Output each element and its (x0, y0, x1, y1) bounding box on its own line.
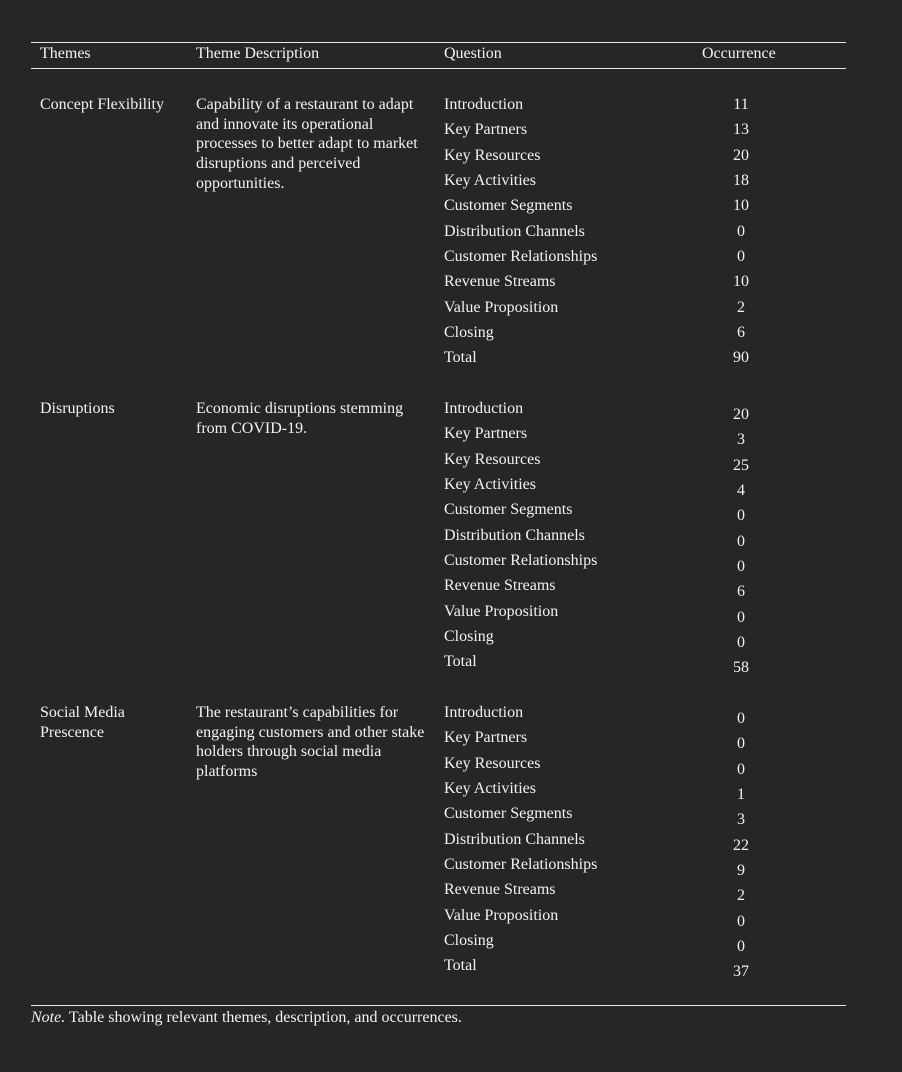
occurrence-cell: 0 (737, 938, 745, 956)
question-cell: Customer Segments (444, 501, 573, 519)
question-cell: Introduction (444, 96, 524, 113)
table-row (444, 323, 804, 348)
table-row (444, 272, 804, 297)
question-cell: Closing (444, 628, 494, 646)
occurrence-cell: 10 (733, 273, 749, 291)
question-cell: Customer Segments (444, 805, 573, 823)
question-list (444, 703, 804, 982)
note-label: Note. (31, 1009, 66, 1026)
table-row (444, 500, 804, 525)
table-row (444, 906, 804, 931)
table-row (444, 526, 804, 551)
question-cell: Distribution Channels (444, 526, 585, 544)
theme-social-media-prescence: Social Media Prescence (40, 704, 125, 741)
question-list (444, 399, 804, 678)
occurrence-cell: 22 (733, 836, 749, 854)
occurrence-cell: 4 (737, 482, 745, 500)
question-cell: Key Activities (444, 476, 536, 494)
table-row (444, 703, 804, 728)
occurrence-cell: 0 (737, 222, 745, 240)
occurrence-cell: 58 (733, 659, 749, 677)
header-question: Question (444, 45, 502, 62)
question-cell: Introduction (444, 704, 524, 721)
question-cell: Introduction (444, 400, 524, 417)
occurrence-cell: 13 (733, 121, 749, 139)
question-cell: Total (444, 653, 477, 671)
header-bottom-rule (31, 68, 846, 69)
table-row (444, 475, 804, 500)
occurrence-cell: 20 (733, 406, 749, 423)
table-row (444, 120, 804, 145)
header-theme-description: Theme Description (196, 45, 320, 62)
question-cell: Revenue Streams (444, 881, 556, 899)
table-row (444, 880, 804, 905)
occurrence-cell: 0 (737, 507, 745, 525)
question-cell: Key Partners (444, 425, 528, 443)
table-row (444, 652, 804, 677)
table-row (444, 348, 804, 373)
table-row (444, 830, 804, 855)
table-row (444, 602, 804, 627)
occurrence-cell: 10 (733, 197, 749, 215)
occurrence-cell: 0 (737, 710, 745, 727)
table-row (444, 424, 804, 449)
question-cell: Total (444, 349, 477, 367)
question-cell: Customer Relationships (444, 248, 598, 266)
table-row (444, 196, 804, 221)
occurrence-cell: 11 (733, 96, 749, 113)
question-cell: Distribution Channels (444, 830, 585, 848)
table-bottom-rule (31, 1005, 846, 1006)
table-row (444, 247, 804, 272)
table-top-rule (31, 42, 846, 43)
occurrence-cell: 2 (737, 887, 745, 905)
occurrence-cell: 1 (737, 786, 745, 804)
occurrence-cell: 37 (733, 963, 749, 981)
question-cell: Customer Segments (444, 197, 573, 215)
table-row (444, 627, 804, 652)
occurrence-cell: 6 (737, 324, 745, 342)
occurrence-cell: 90 (733, 349, 749, 367)
question-cell: Value Proposition (444, 906, 559, 924)
question-cell: Key Activities (444, 172, 536, 190)
question-cell: Revenue Streams (444, 273, 556, 291)
question-cell: Revenue Streams (444, 577, 556, 595)
table-row (444, 399, 804, 424)
table-row (444, 931, 804, 956)
question-cell: Key Activities (444, 780, 536, 798)
occurrence-cell: 0 (737, 634, 745, 652)
occurrence-cell: 9 (737, 862, 745, 880)
occurrence-cell: 0 (737, 558, 745, 576)
question-cell: Closing (444, 324, 494, 342)
table-row (444, 450, 804, 475)
question-cell: Value Proposition (444, 298, 559, 316)
table-row (444, 222, 804, 247)
table-row (444, 779, 804, 804)
occurrence-cell: 0 (737, 912, 745, 930)
table-row (444, 728, 804, 753)
table-row (444, 298, 804, 323)
question-cell: Closing (444, 932, 494, 950)
header-themes: Themes (40, 45, 91, 62)
question-cell: Key Partners (444, 121, 528, 139)
occurrence-cell: 20 (733, 146, 749, 164)
question-cell: Value Proposition (444, 602, 559, 620)
question-cell: Key Resources (444, 754, 541, 772)
table-row (444, 146, 804, 171)
occurrence-cell: 0 (737, 248, 745, 266)
occurrence-cell: 25 (733, 456, 749, 474)
occurrence-cell: 0 (737, 735, 745, 753)
table-row (444, 855, 804, 880)
table-row (444, 171, 804, 196)
occurrence-cell: 3 (737, 811, 745, 829)
header-occurrence: Occurrence (702, 45, 776, 62)
table-row (444, 576, 804, 601)
question-cell: Customer Relationships (444, 856, 598, 874)
occurrence-cell: 0 (737, 760, 745, 778)
table-row (444, 95, 804, 120)
table-row (444, 551, 804, 576)
table-row (444, 956, 804, 981)
question-cell: Key Partners (444, 729, 528, 747)
question-cell: Key Resources (444, 450, 541, 468)
theme-description: The restaurant’s capabilities for engaging customers and other stake holders through social media platforms (196, 704, 425, 781)
theme-description: Capability of a restaurant to adapt and innovate its operational processes to better adapt to market disruptions and perceived opportunities. (196, 96, 418, 192)
occurrence-cell: 0 (737, 532, 745, 550)
occurrence-cell: 18 (733, 172, 749, 190)
question-list (444, 95, 804, 374)
occurrence-cell: 6 (737, 583, 745, 601)
table-row (444, 804, 804, 829)
occurrence-cell: 2 (737, 298, 745, 316)
question-cell: Key Resources (444, 146, 541, 164)
question-cell: Total (444, 957, 477, 975)
note-text: Table showing relevant themes, description, and occurrences. (65, 1009, 462, 1026)
occurrence-cell: 3 (737, 431, 745, 449)
table-note (31, 1008, 462, 1028)
question-cell: Distribution Channels (444, 222, 585, 240)
theme-disruptions: Disruptions (40, 400, 115, 417)
theme-description: Economic disruptions stemming from COVID-19. (196, 400, 404, 437)
theme-concept-flexibility: Concept Flexibility (40, 96, 164, 113)
table-row (444, 754, 804, 779)
question-cell: Customer Relationships (444, 552, 598, 570)
occurrence-cell: 0 (737, 608, 745, 626)
